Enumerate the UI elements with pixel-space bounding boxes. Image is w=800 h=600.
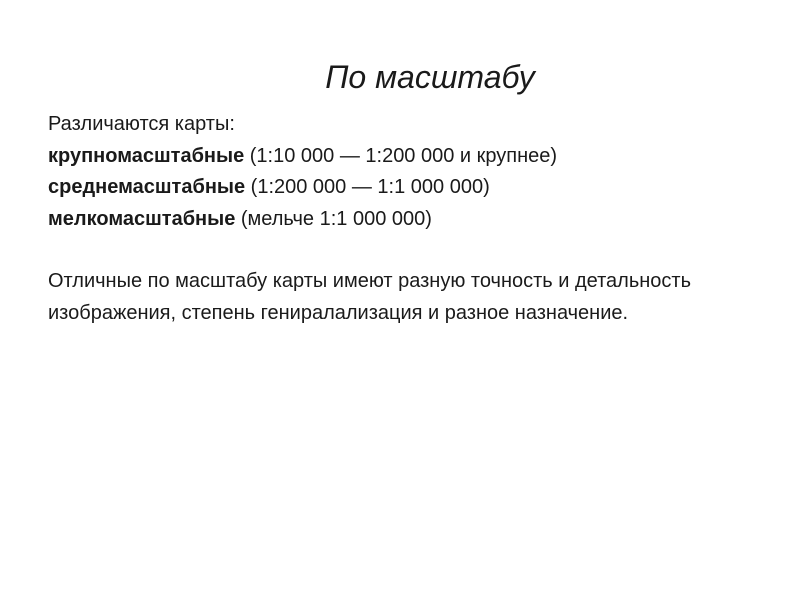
map-type-medium-scale bbox=[48, 172, 768, 204]
map-type-name: среднемасштабные bbox=[48, 176, 246, 198]
map-type-range: (1:200 000 — 1:1 000 000) bbox=[245, 176, 490, 198]
map-type-range: (мельче 1:1 000 000) bbox=[235, 207, 432, 230]
map-type-name: мелкомасштабные bbox=[48, 207, 236, 230]
slide-body bbox=[48, 109, 768, 329]
slide-title: По масштабу bbox=[325, 59, 535, 95]
map-type-small-scale bbox=[48, 204, 768, 236]
intro-line: Различаются карты: bbox=[48, 113, 235, 135]
map-type-range: (1:10 000 — 1:200 000 и крупнее) bbox=[244, 144, 558, 167]
map-type-large-scale bbox=[48, 141, 768, 173]
description-paragraph: Отличные по масштабу карты имеют разную точность и детальность изображения, степень гениралализация и разное назначение. bbox=[48, 270, 691, 324]
spacer bbox=[48, 235, 768, 266]
map-type-name: крупномасштабные bbox=[48, 144, 245, 167]
